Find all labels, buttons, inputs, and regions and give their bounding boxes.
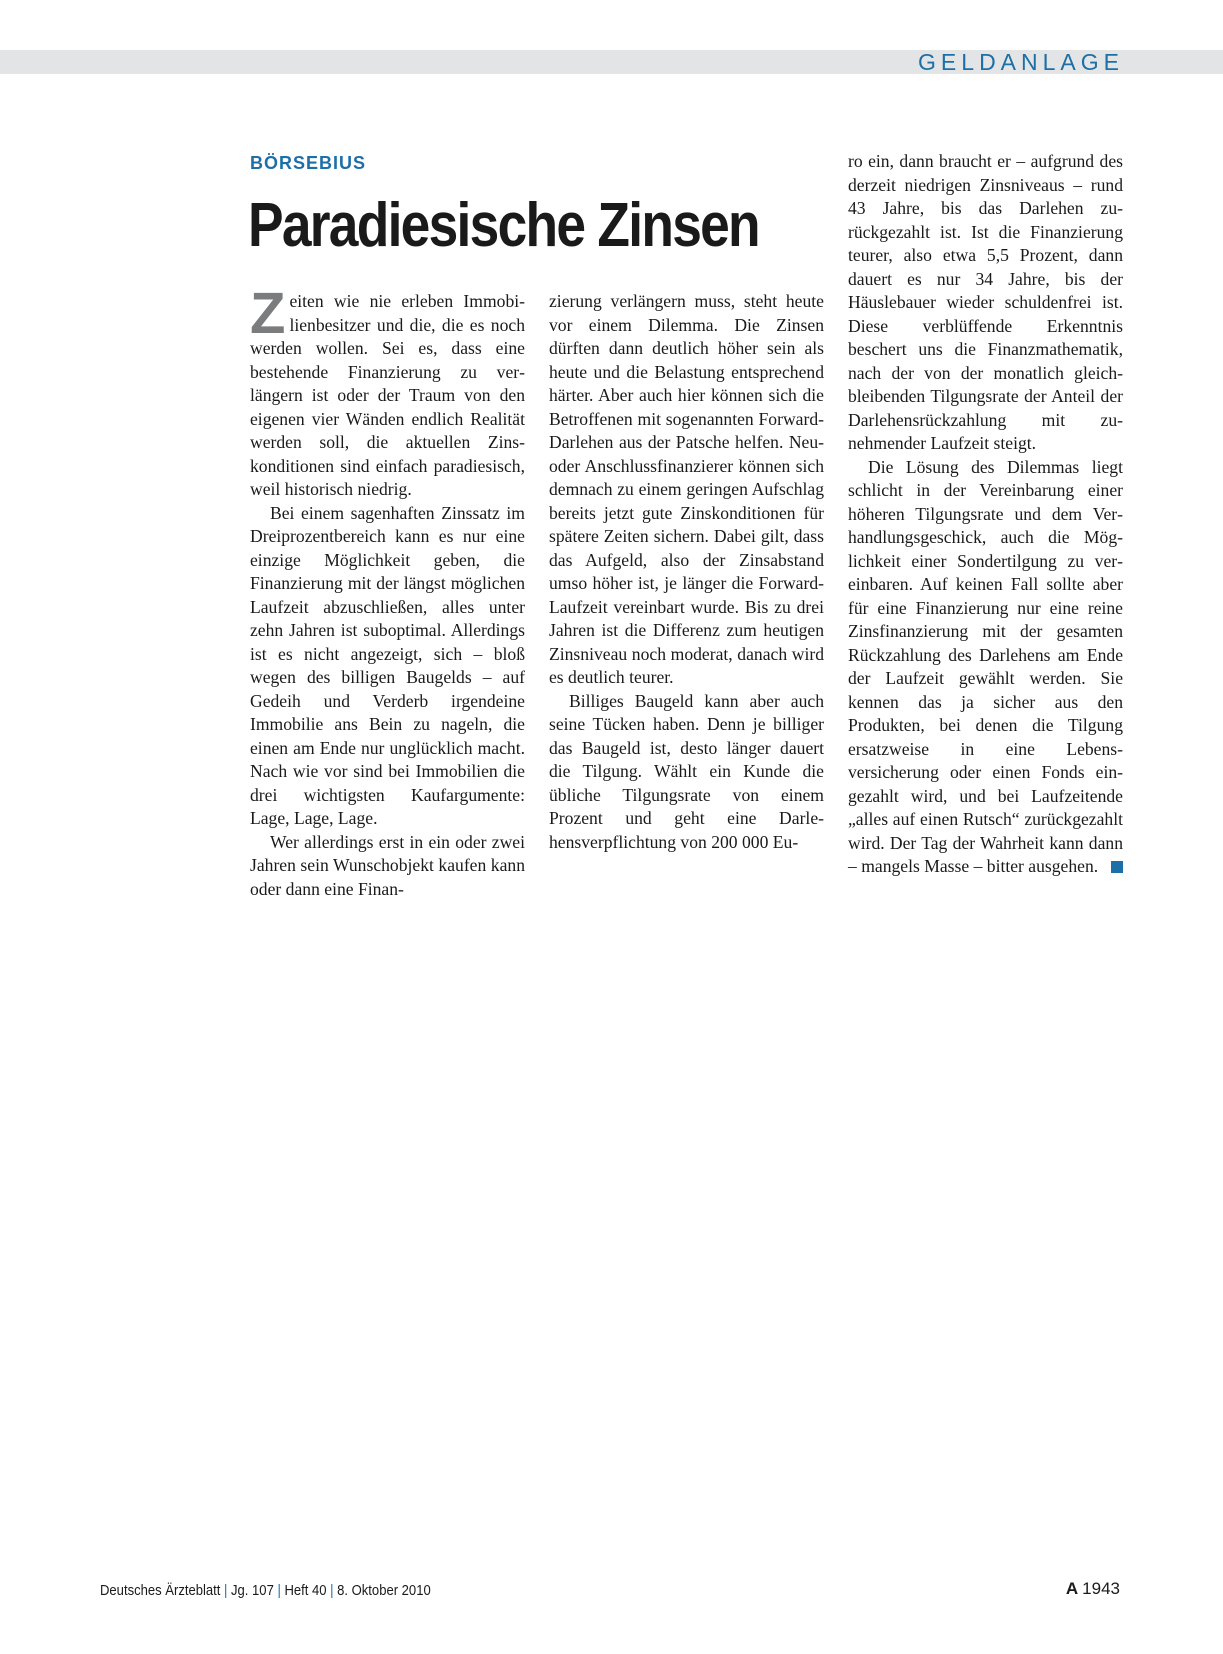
article-kicker: BÖRSEBIUS (250, 153, 367, 173)
paragraph: ro ein, dann braucht er – aufgrund des derzeit niedrigen Zinsniveaus – rund 43 Jahre, bis das Darlehen zurückgezahlt ist. Ist die Finanzierung teurer, also etwa 5,5 Prozent, dann dauert es nur 34 Jahre, bis der Häuslebauer wieder schuldenfrei ist. Diese verblüffende Erkenntnis beschert uns die Finanzmathematik, nach der von der monatlich gleichbleibenden Tilgungsrate der Anteil der Darlehensrückzahlung mit zunehmender Laufzeit steigt. (848, 151, 1123, 453)
footer-separator: | (277, 1583, 281, 1599)
paragraph: Wer allerdings erst in ein oder zwei Jahren sein Wunschobjekt kaufen kann oder dann eine Finan- (250, 831, 525, 899)
page-number-value: 1943 (1082, 1579, 1120, 1598)
paragraph: Billiges Baugeld kann aber auch seine Tücken haben. Denn je billiger das Baugeld ist, desto länger dauert die Tilgung. Wählt ein Kunde die übliche Tilgungsrate von einem Prozent und geht eine Darlehensverpflichtung von 200 000 Eu- (549, 690, 824, 852)
paragraph: zierung verlängern muss, steht heute vor einem Dilemma. Die Zinsen dürften dann deutlich höher sein als heute und die Belastung entsprechend härter. Aber auch hier können sich die Betroffenen mit sogenannten Forward-Darlehen aus der Patsche helfen. Neu- oder Anschlussfinanzierer können sich demnach zu einem geringen Aufschlag bereits jetzt gute Zinskonditionen für spätere Zeiten sichern. Dabei gilt, dass das Aufgeld, also der Zinsabstand umso höher ist, je länger die Forward-Laufzeit vereinbart wurde. Bis zu drei Jahren ist die Differenz zum heutigen Zinsniveau noch moderat, danach wird es deutlich teurer. (549, 291, 824, 687)
page-prefix: A (1065, 1579, 1079, 1598)
footer-issue: Heft 40 (284, 1583, 327, 1599)
end-of-article-square-icon (1111, 861, 1123, 873)
footer-separator: | (330, 1583, 334, 1599)
article-column-3 (848, 150, 1123, 879)
article-column-1 (250, 281, 525, 901)
article-title: Paradiesische Zinsen (248, 191, 759, 260)
paragraph (848, 456, 1123, 879)
paragraph: Bei einem sagenhaften Zinssatz im Dreiprozentbereich kann es nur eine einzige Möglichkeit geben, die Finanzierung mit der längst möglichen Laufzeit abzuschließen, alles unter zehn Jahren ist suboptimal. Allerdings ist es nicht angezeigt, sich – bloß wegen des billigen Baugelds – auf Gedeih und Verderb irgendeine Immobilie ans Bein zu nageln, die einen am Ende nur unglücklich macht. Nach wie vor sind bei Immobilien die drei wichtigsten Kaufargumente: Lage, Lage, Lage. (250, 502, 525, 828)
footer-date: 8. Oktober 2010 (337, 1583, 431, 1599)
footer-citation (100, 1581, 431, 1601)
footer-journal: Deutsches Ärzteblatt (100, 1583, 221, 1599)
footer-volume: Jg. 107 (231, 1583, 274, 1599)
drop-cap: Z (250, 281, 286, 346)
page-number (1066, 1578, 1120, 1600)
paragraph (250, 281, 525, 502)
section-label: GELDANLAGE (918, 49, 1124, 75)
footer-separator: | (224, 1583, 228, 1599)
paragraph-text: eiten wie nie erleben Immobilienbesitzer und die, die es noch werden wollen. Sei es, dass eine bestehende Finanzierung zu verlängern ist oder der Traum von den eigenen vier Wänden endlich Realität werden soll, die aktuellen Zinskonditionen sind einfach paradiesisch, weil historisch niedrig. (250, 291, 525, 499)
paragraph-text: Die Lösung des Dilemmas liegt schlicht in der Vereinbarung einer höheren Tilgungsrate und dem Verhandlungsgeschick, auch die Möglichkeit einer Sondertilgung zu vereinbaren. Auf keinen Fall sollte aber für eine Finanzierung nur eine reine Zinsfinanzierung mit der gesamten Rückzahlung des Darlehens am Ende der Laufzeit gewählt werden. Sie kennen das ja sicher aus den Produkten, bei denen die Tilgung ersatzweise in eine Lebensversicherung oder einen Fonds eingezahlt wird, und bei Laufzeitende „alles auf einen Rutsch“ zurückgezahlt wird. Der Tag der Wahrheit kann dann – mangels Masse – bitter ausgehen. (848, 456, 1123, 876)
article-column-2 (549, 290, 824, 854)
